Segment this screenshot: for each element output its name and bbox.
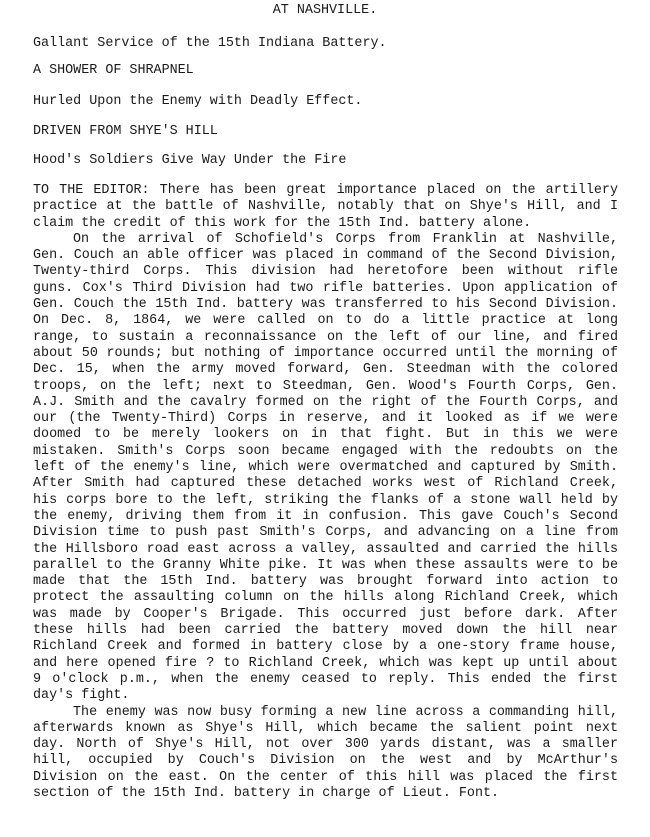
- paragraph-intro: TO THE EDITOR: There has been great importance placed on the artillery practice at the battle of Nashville, notably that on Shye's Hill, and I claim the credit of this work for the 15th Ind. battery alone.: [33, 183, 618, 231]
- paragraph-first-day: On the arrival of Schofield's Corps from Franklin at Nashville, Gen. Couch an able officer was placed in command of the Second Division, Twenty-third Corps. This division had heretofore been without rifle guns. Cox's Third Division had two rifle batteries. Upon application of Gen. Couch the 15th Ind. battery was transferred to his Second Division. On Dec. 8, 1864, we were called on to do a little practice at long range, to sustain a reconnaissance on the left of our line, and fired about 50 rounds; but nothing of importance occurred until the morning of Dec. 15, when the army moved forward, Gen. Steedman with the colored troops, on the left; next to Steedman, Gen. Wood's Fourth Corps, Gen. A.J. Smith and the cavalry formed on the right of the Fourth Corps, and our (the Twenty-Third) Corps in reserve, and it looked as if we were doomed to be merely lookers on in that fight. But in this we were mistaken. Smith's Corps soon became engaged with the redoubts on the left of the enemy's line, which were overmatched and captured by Smith. After Smith had captured these detached works west of Richland Creek, his corps bore to the left, striking the flanks of a stone wall held by the enemy, driving them from it in confusion. This gave Couch's Second Division time to push past Smith's Corps, and advancing on a line from the Hillsboro road east across a valley, assaulted and carried the hills parallel to the Granny White pike. It was when these assaults were to be made that the 15th Ind. battery was brought forward into action to protect the assaulting column on the hills along Richland Creek, which was made by Cooper's Brigade. This occurred just before dark. After these hills had been carried the battery moved down the hill near Richland Creek and formed in battery close by a one-story frame house, and here opened fire ? to Richland Creek, which was kept up until about 9 o'clock p.m., when the enemy ceased to reply. This ended the first day's fight.: [33, 231, 618, 704]
- headline-1: Gallant Service of the 15th Indiana Battery.: [33, 36, 387, 51]
- article-body: [33, 183, 618, 802]
- headline-4: DRIVEN FROM SHYE'S HILL: [33, 124, 218, 139]
- headline-3: Hurled Upon the Enemy with Deadly Effect.: [33, 94, 363, 109]
- headline-2: A SHOWER OF SHRAPNEL: [33, 63, 194, 78]
- article-title: AT NASHVILLE.: [272, 3, 378, 18]
- paragraph-shyes-hill: The enemy was now busy forming a new line across a commanding hill, afterwards known as Shye's Hill, which became the salient point next day. North of Shye's Hill, not over 300 yards distant, was a smaller hill, occupied by Couch's Division on the west and by McArthur's Division on the east. On the center of this hill was placed the first section of the 15th Ind. battery in charge of Lieut. Font.: [33, 704, 618, 801]
- headline-5: Hood's Soldiers Give Way Under the Fire: [33, 153, 347, 168]
